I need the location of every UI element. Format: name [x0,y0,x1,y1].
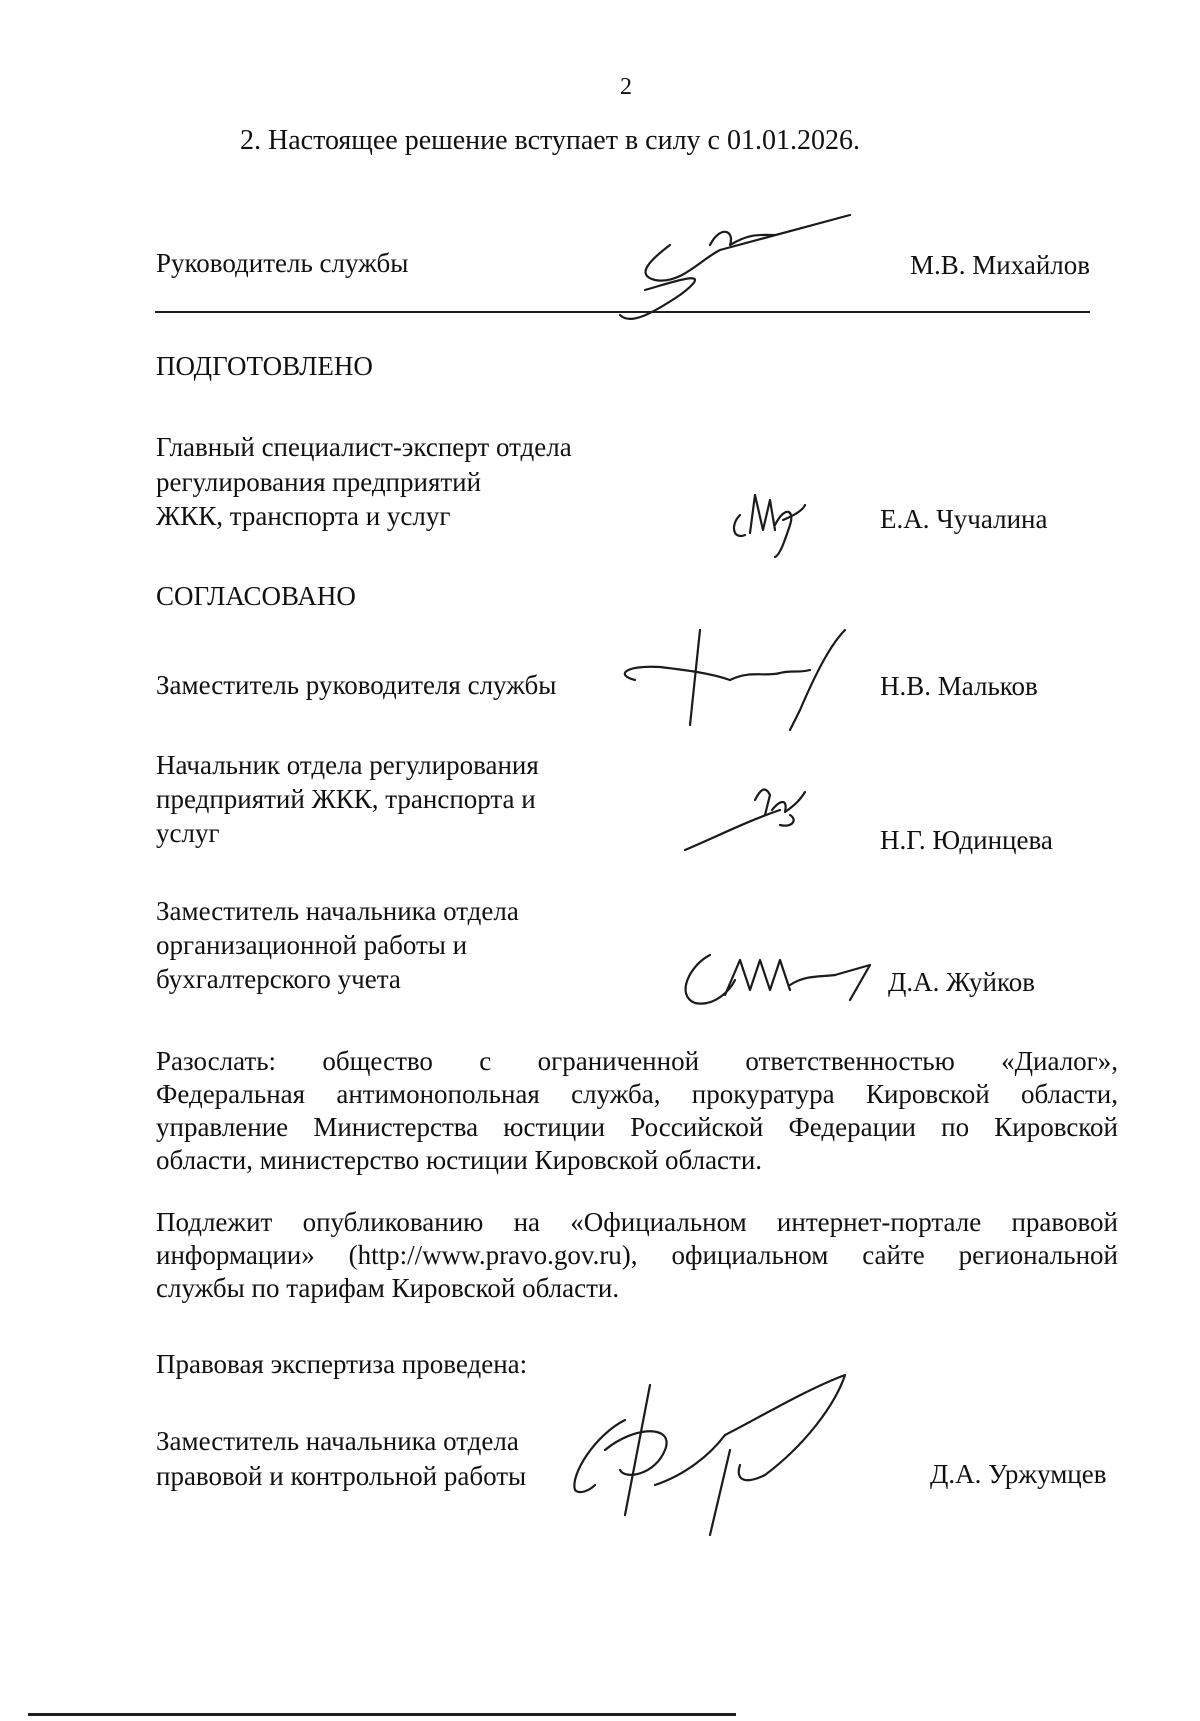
legal-review-signature [565,1365,865,1540]
distribution-line: Разослать: общество с ограниченной ответственностью «Диалог», [156,1046,1118,1076]
agreed-signer-2-signature [680,780,820,855]
head-signature [610,205,890,325]
prepared-heading: ПОДГОТОВЛЕНО [156,351,373,381]
agreed-signer-2-position-line: предприятий ЖКК, транспорта и [156,784,536,814]
prepared-position-line: ЖКК, транспорта и услуг [156,501,451,531]
prepared-name: Е.А. Чучалина [880,504,1048,534]
legal-review-name: Д.А. Уржумцев [930,1459,1107,1489]
distribution-line: управление Министерства юстиции Российской Федерации по Кировской [156,1112,1118,1142]
agreed-heading: СОГЛАСОВАНО [156,581,356,611]
agreed-signer-3-position-line: организационной работы и [156,930,468,960]
page-number: 2 [620,74,632,100]
agreed-signer-2-position-line: услуг [156,818,220,848]
effective-date-clause: 2. Настоящее решение вступает в силу с 01.01.2026. [240,125,860,156]
agreed-signer-3-position-line: бухгалтерского учета [156,964,401,994]
publication-line: службы по тарифам Кировской области. [156,1273,620,1303]
agreed-signer-1-name: Н.В. Мальков [880,671,1038,701]
agreed-signer-2-position-line: Начальник отдела регулирования [156,750,539,780]
prepared-position-line: регулирования предприятий [156,467,482,497]
agreed-signer-3-signature [670,935,880,1015]
legal-review-position-line: правовой и контрольной работы [156,1461,527,1491]
publication-line: Подлежит опубликованию на «Официальном интернет-портале правовой [156,1207,1118,1237]
agreed-signer-1-position: Заместитель руководителя службы [156,670,557,700]
prepared-signature [725,485,815,560]
distribution-line: области, министерство юстиции Кировской области. [156,1145,763,1175]
head-position: Руководитель службы [156,248,409,278]
bottom-scan-line [28,1713,736,1716]
prepared-position-line: Главный специалист-эксперт отдела [156,432,572,462]
agreed-signer-3-position-line: Заместитель начальника отдела [156,896,519,926]
agreed-signer-1-signature [615,625,870,735]
agreed-signer-2-name: Н.Г. Юдинцева [880,825,1053,855]
head-name: М.В. Михайлов [910,250,1091,280]
agreed-signer-3-name: Д.А. Жуйков [888,967,1035,997]
publication-line: информации» (http://www.pravo.gov.ru), официальном сайте региональной [156,1240,1118,1270]
signature-rule [155,311,1090,313]
distribution-line: Федеральная антимонопольная служба, прокуратура Кировской области, [156,1079,1118,1109]
legal-review-position-line: Заместитель начальника отдела [156,1426,519,1456]
legal-review-note: Правовая экспертиза проведена: [156,1349,528,1379]
